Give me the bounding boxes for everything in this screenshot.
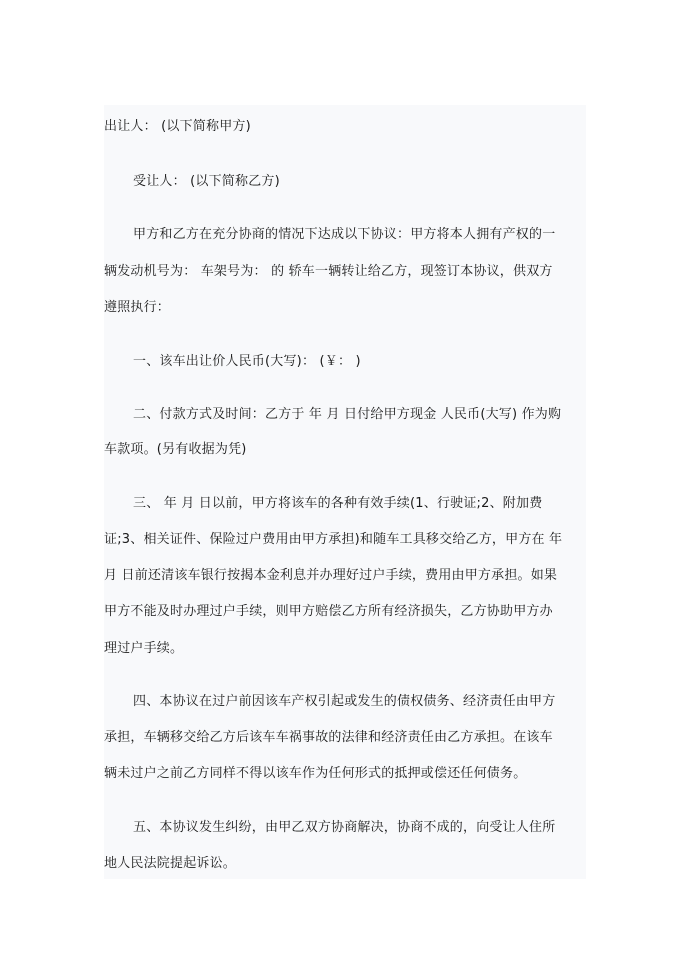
intro-paragraph-line-3: 遵照执行： <box>104 300 171 315</box>
intro-paragraph-line-1: 甲方和乙方在充分协商的情况下达成以下协议：甲方将本人拥有产权的一 <box>133 227 556 242</box>
clause-3-line-3: 月 日前还清该车银行按揭本金利息并办理好过户手续，费用由甲方承担。如果 <box>104 568 558 583</box>
clause-5-line-2: 地人民法院提起诉讼。 <box>104 856 237 871</box>
clause-3-line-4: 甲方不能及时办理过户手续，则甲方赔偿乙方所有经济损失，乙方协助甲方办 <box>104 604 553 619</box>
clause-1-line-1: 一、该车出让价人民币(大写)： (￥： ) <box>133 354 361 369</box>
clause-3-line-5: 理过户手续。 <box>104 641 184 656</box>
document-body <box>104 105 586 879</box>
clause-2-line-1: 二、付款方式及时间：乙方于 年 月 日付给甲方现金 人民币(大写) 作为购 <box>133 407 562 422</box>
clause-4-line-1: 四、本协议在过户前因该车产权引起或发生的债权债务、经济责任由甲方 <box>133 694 556 709</box>
clause-4-line-3: 辆未过户之前乙方同样不得以该车作为任何形式的抵押或偿还任何债务。 <box>104 766 527 781</box>
clause-3-line-1: 三、 年 月 日以前，甲方将该车的各种有效手续(1、行驶证;2、附加费 <box>133 496 543 511</box>
buyer-line: 受让人： (以下简称乙方) <box>133 174 280 189</box>
clause-2-line-2: 车款项。(另有收据为凭) <box>104 442 247 457</box>
seller-line: 出让人： (以下简称甲方) <box>104 119 251 134</box>
clause-3-line-2: 证;3、相关证件、保险过户费用由甲方承担)和随车工具移交给乙方，甲方在 年 <box>104 532 563 547</box>
intro-paragraph-line-2: 辆发动机号为： 车架号为： 的 轿车一辆转让给乙方，现签订本协议，供双方 <box>104 264 553 279</box>
clause-5-line-1: 五、本协议发生纠纷，由甲乙双方协商解决，协商不成的，向受让人住所 <box>133 820 556 835</box>
clause-4-line-2: 承担，车辆移交给乙方后该车车祸事故的法律和经济责任由乙方承担。在该车 <box>104 730 553 745</box>
